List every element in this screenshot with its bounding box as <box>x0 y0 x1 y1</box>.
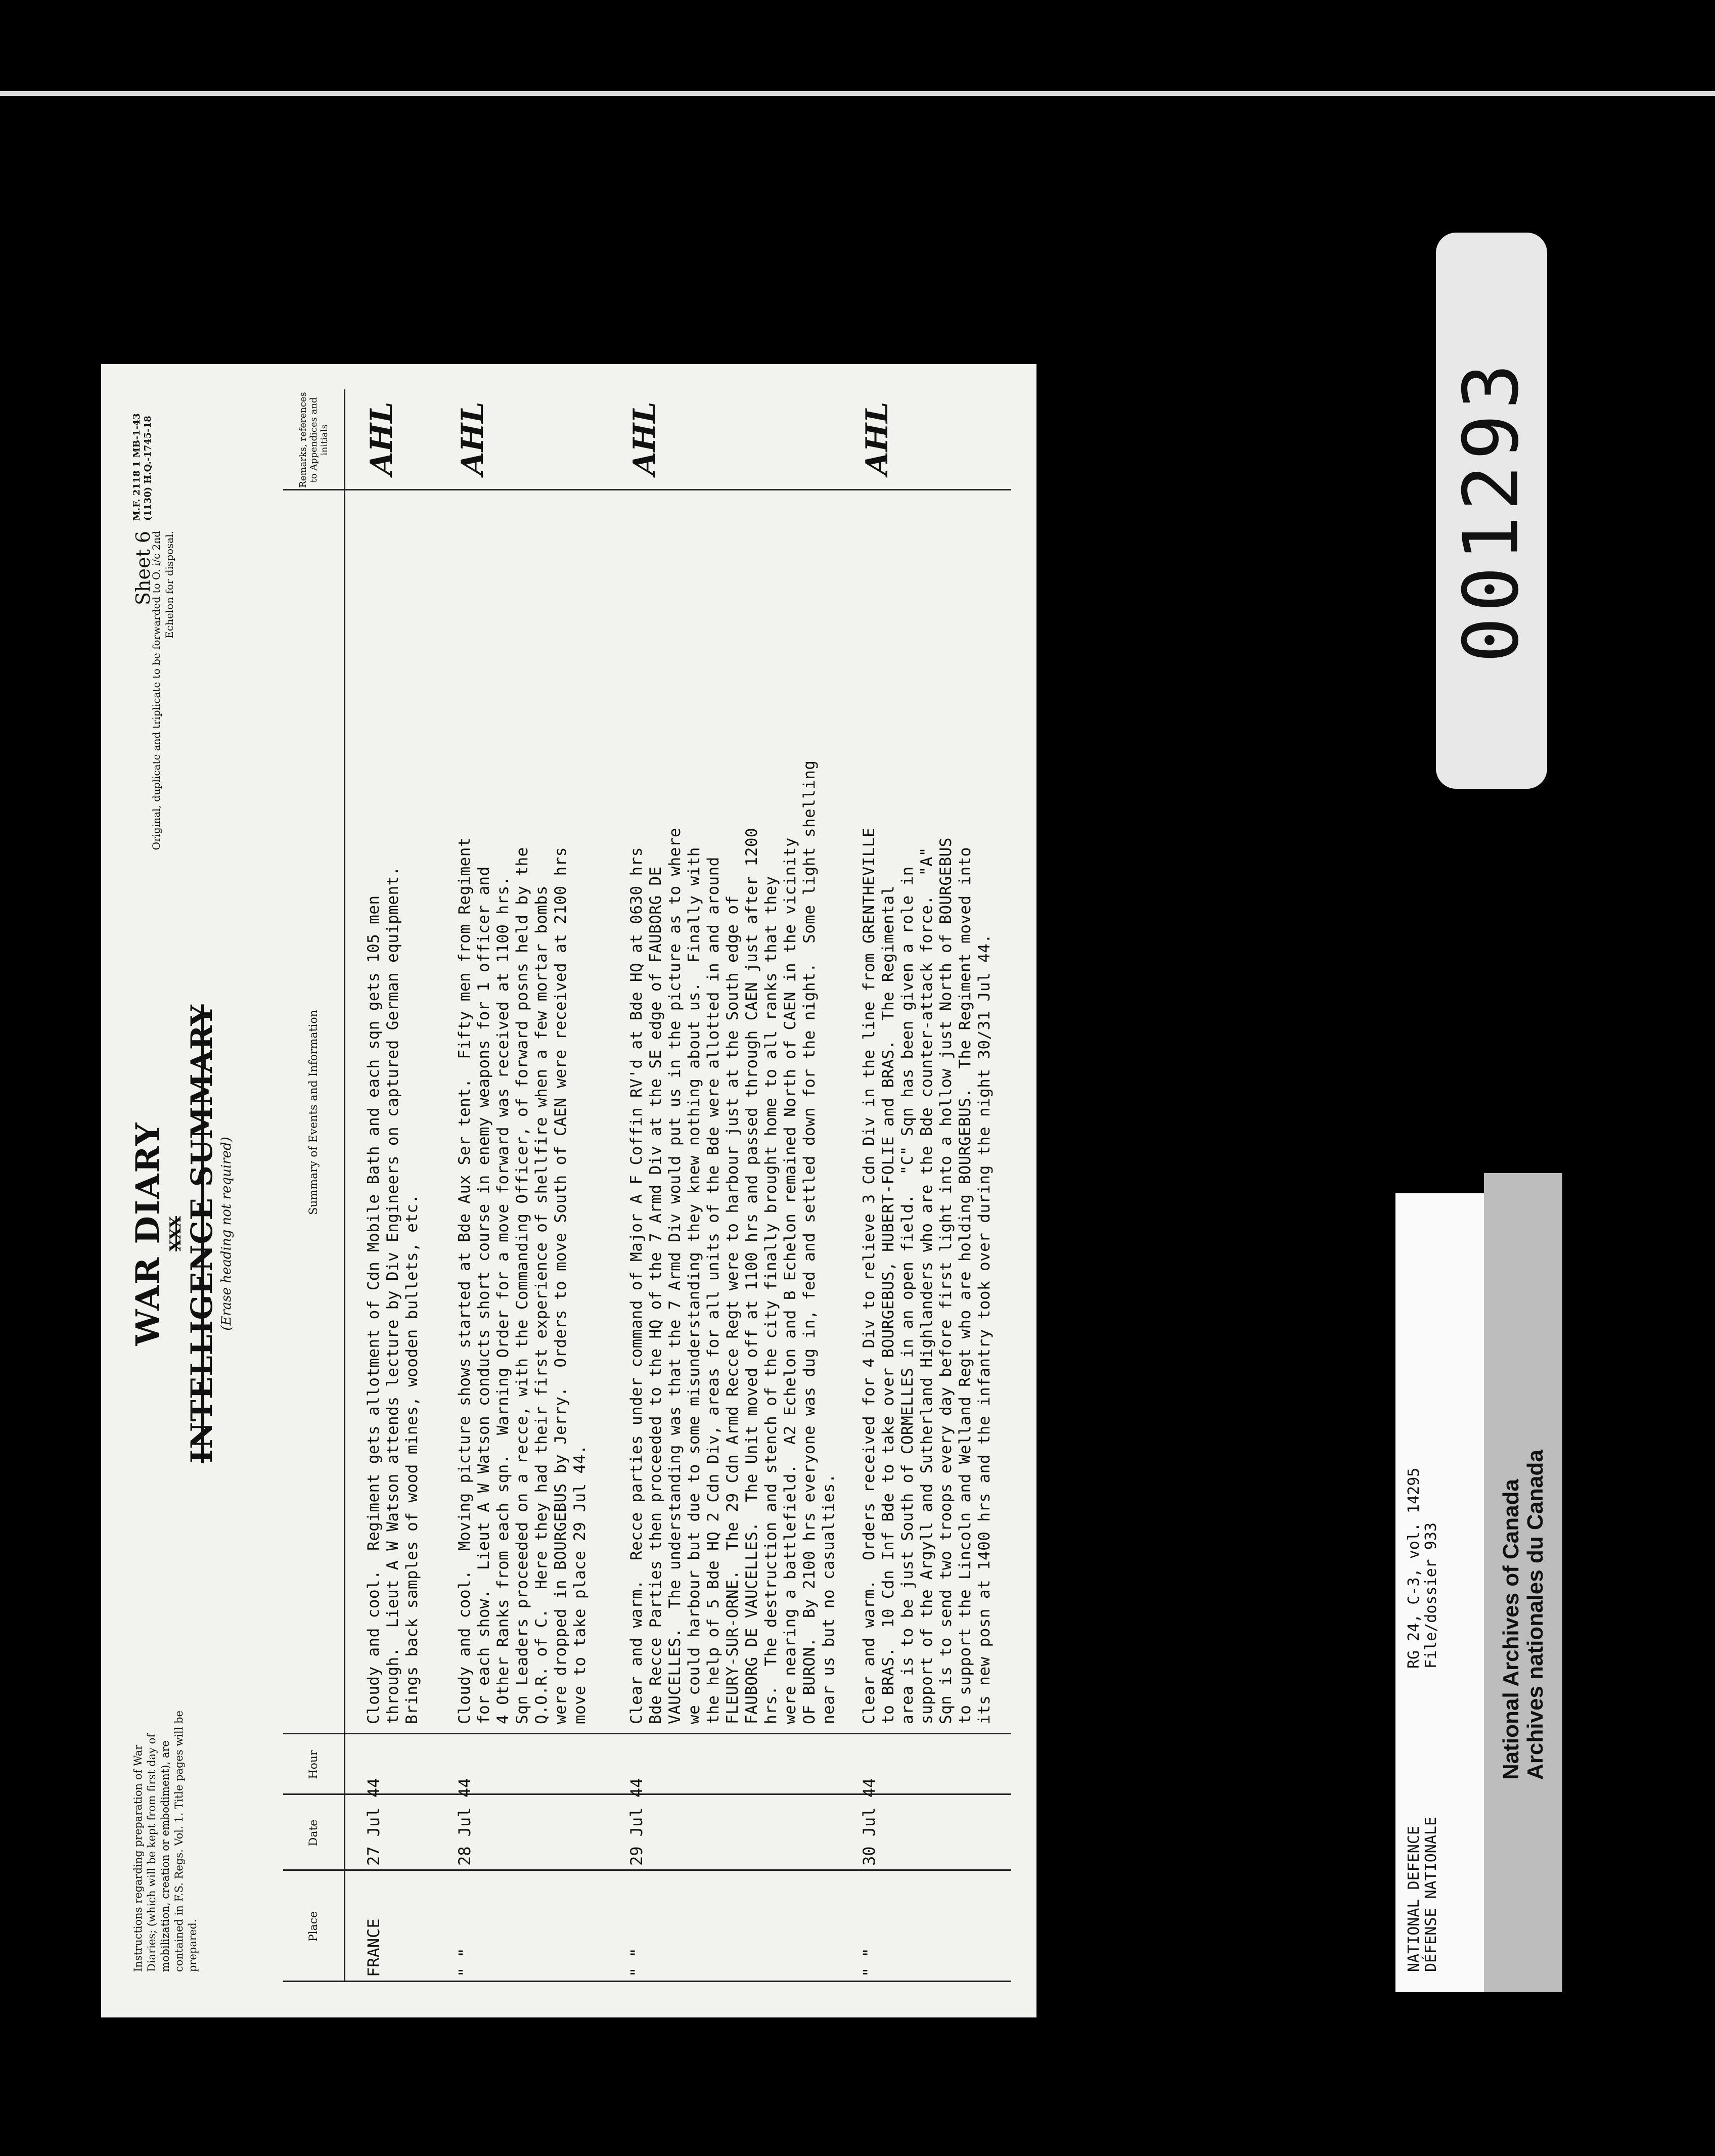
entry-place: FRANCE <box>364 1918 383 1977</box>
column-remarks-header: Remarks, references to Appendices and initials <box>297 392 330 488</box>
record-reference: RG 24, C-3, vol. 14295 File/dossier 933 <box>1405 1467 1440 1669</box>
sheet-info <box>132 531 176 855</box>
department-name: NATIONAL DEFENCE DÉFENSE NATIONALE <box>1405 1816 1440 1972</box>
grid-line <box>344 389 345 1982</box>
entry-summary: Clear and warm. Recce parties under command of Major A F Coffin RV'd at Bde HQ at 0630 hrs Bde Recce Parties then proceeded to the HQ of the 7 Armd Div at the SE edge of FAUBORG DE VAUCELLES. The understanding was that the 7 Armd Div would put us in the picture as to where we could harbour but due to some misunderstanding they knew nothing about us. Finally with the help of 5 Bde HQ 2 Cdn Div, areas for all units of the Bde were allotted in and around FLEURY-SUR-ORNE. The 29 Cdn Armd Recce Regt were to harbour just at the South edge of FAUBORG DE VAUCELLES. The Unit moved off at 1100 hrs and passed through CAEN just after 1200 hrs. The destruction and stench of the city finally brought home to all ranks that they were nearing a battlefield. A2 Echelon and B Echelon remained North of CAEN in the vicinity OF BURON. By 2100 hrs everyone was dug in, fed and settled down for the night. Some light shelling near us but no casualties. <box>627 760 838 1724</box>
grid-line <box>283 1733 1011 1734</box>
entry-date: 29 Jul 44 <box>627 1778 646 1866</box>
frame-number-strip-wrapper <box>1436 233 1547 789</box>
column-date-header: Date <box>307 1819 320 1847</box>
diary-title: WAR DIARY <box>129 1121 167 1346</box>
distribution-note: Original, duplicate and triplicate to be forwarded to O. i/c 2nd Echelon for disposal. <box>150 531 175 850</box>
entry-initials: AHL <box>455 401 490 475</box>
column-summary-header: Summary of Events and Information <box>307 1010 320 1215</box>
entry-summary: Cloudy and cool. Moving picture shows started at Bde Aux Ser tent. Fifty men from Regiment for each show. Lieut A W Watson conducts short course in enemy weapons for 1 officer and 4 Other Ranks from each sqn. Warning Order for a move forward was received at 1100 hrs. Sqn Leaders proceeded on a recce, with the Commanding Officer, of forward posns held by the Q.O.R. of C. Here they had their first experience of shellfire when a few mortar bombs were dropped in BOURGEBUS by Jerry. Orders to move South of CAEN were received at 2100 hrs move to take place 29 Jul 44. <box>456 837 589 1724</box>
form-reference: M.F. 2118 1 MB-1-43 (1130) H.Q.-1745-18 <box>131 413 153 521</box>
instructions-note: Instructions regarding preparation of War Diaries; (which will be kept from first day of mobilization, creation or embodiment), are contained in F.S. Regs. Vol. 1. Title pages will be prepared. <box>132 1711 199 1972</box>
war-diary-sheet <box>101 364 1036 2017</box>
department-label-wrapper <box>1395 1193 1484 1992</box>
sheet-number: Sheet 6 <box>132 531 154 606</box>
entry-date: 28 Jul 44 <box>455 1778 474 1866</box>
diary-title-block <box>129 956 234 1512</box>
entry-initials: AHL <box>860 401 895 475</box>
frame-number: 001293 <box>1436 233 1547 789</box>
column-hour-header: Hour <box>307 1750 320 1779</box>
entry-initials: AHL <box>364 401 399 475</box>
entry-date: 30 Jul 44 <box>860 1778 879 1866</box>
grid-line <box>283 1981 1011 1982</box>
entry-place: " " <box>455 1948 474 1977</box>
entry-place: " " <box>860 1948 879 1977</box>
grid-line <box>283 489 1011 490</box>
erase-note: (Erase heading not required) <box>219 1137 234 1331</box>
department-label <box>1395 1193 1484 1992</box>
column-place-header: Place <box>307 1911 320 1942</box>
film-edge-line <box>0 91 1715 96</box>
grid-line <box>283 1869 1011 1871</box>
entry-summary: Clear and warm. Orders received for 4 Div to relieve 3 Cdn Div in the line from GRENTHEVILLE to BRAS. 10 Cdn Inf Bde to take over BOURGEBUS, HUBERT-FOLIE and BRAS. The Regimental area is to be just South of CORMELLES in an open field. "C" Sqn has been given a role in support of the Argyll and Sutherland Highlanders who are the Bde counter-attack force. "A" Sqn is to send two troops every day before first light into a hollow just North of BOURGEBUS to support the Lincoln and Welland Regt who are holding BOURGEBUS. The Regiment moved into its new posn at 1400 hrs and the infantry took over during the night 30/31 Jul 44. <box>860 828 994 1724</box>
archive-name: National Archives of Canada Archives nationales du Canada <box>1499 1450 1548 1780</box>
entry-place: " " <box>627 1948 646 1977</box>
war-diary-sheet-wrapper <box>101 364 1036 2017</box>
entry-date: 27 Jul 44 <box>364 1778 383 1866</box>
grid-line <box>283 1793 1011 1795</box>
entry-initials: AHL <box>627 401 662 475</box>
archive-label <box>1484 1173 1562 1992</box>
entry-summary: Cloudy and cool. Regiment gets allotment of Cdn Mobile Bath and each sqn gets 105 men through. Lieut A W Watson attends lecture by Div Engineers on captured German equipment. Brings back samples of wood mines, wooden bullets, etc. <box>365 866 421 1724</box>
struck-heading: INTELLIGENCE SUMMARY <box>185 1004 219 1463</box>
diary-subtitle: XXX <box>167 1216 185 1251</box>
archive-label-wrapper <box>1484 1173 1562 1992</box>
